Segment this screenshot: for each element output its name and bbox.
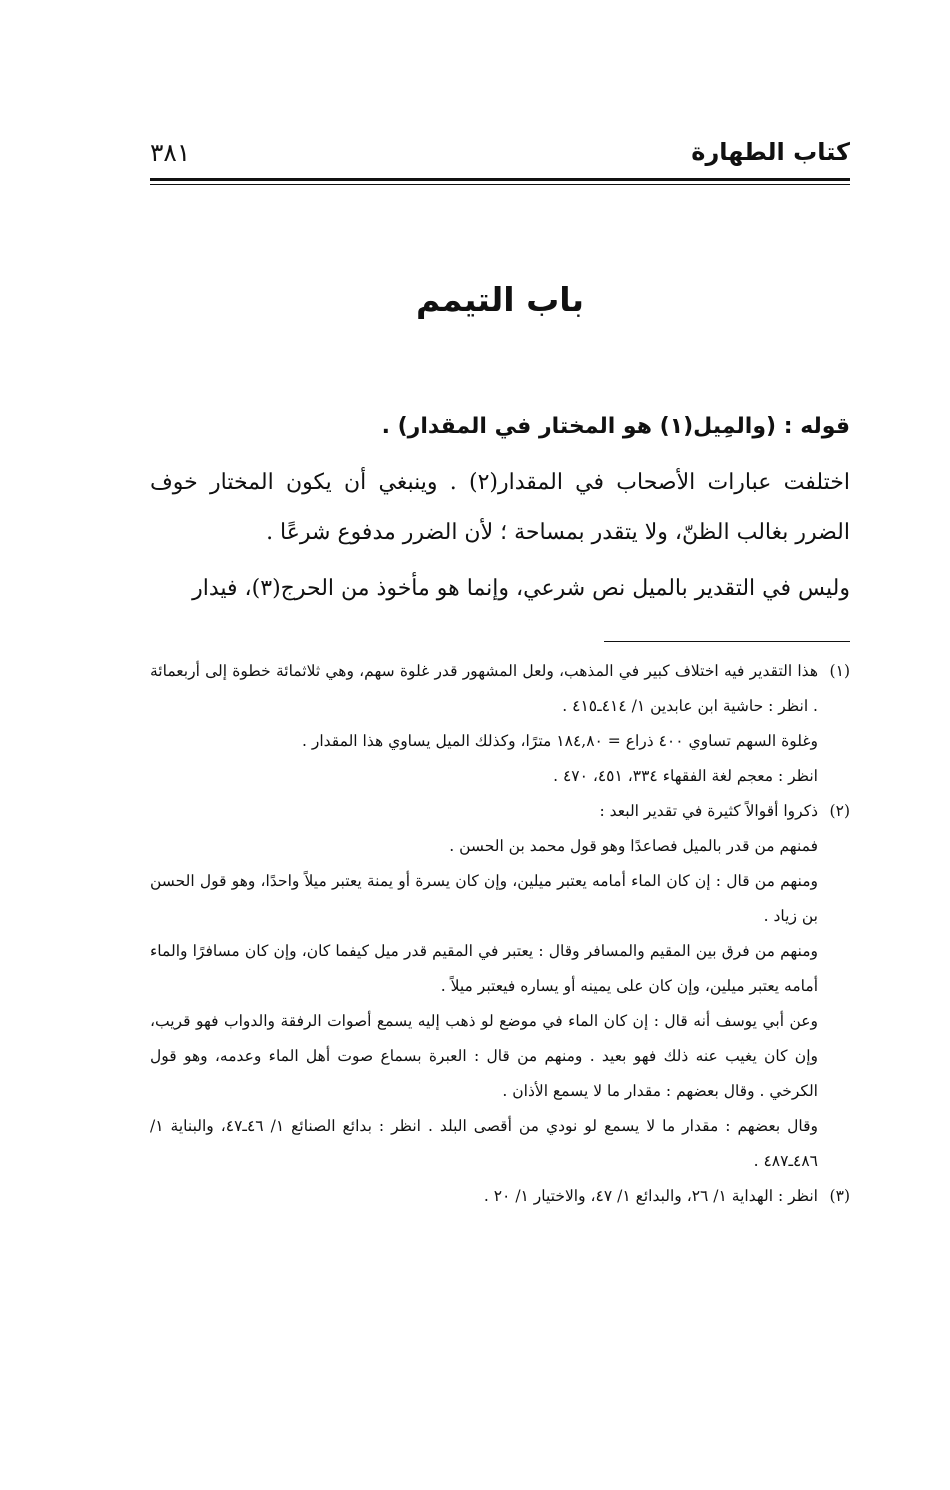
footnote-line: انظر : الهداية ١/ ٢٦، والبدائع ١/ ٤٧، والاختيار ١/ ٢٠ . — [483, 1187, 818, 1205]
footnote-line: ومنهم من فرق بين المقيم والمسافر وقال : يعتبر في المقيم قدر ميل كيفما كان، وإن كان مسافرًا والماء أمامه يعتبر ميلين، وإن كان على يمينه أو يساره فيعتبر ميلاً . — [150, 942, 818, 995]
header-rule-thick — [150, 178, 850, 181]
footnotes — [150, 654, 850, 1214]
footnote-line: ومنهم من قال : إن كان الماء أمامه يعتبر ميلين، وإن كان يسرة أو يمنة يعتبر ميلاً واحدًا، وهو قول الحسن بن زياد . — [150, 872, 818, 925]
footnote-2 — [150, 794, 850, 1179]
chapter-title: باب التيمم — [415, 280, 585, 319]
footnote-marker: (٣) — [829, 1187, 850, 1205]
header-rule-thin — [150, 184, 850, 185]
footnote-marker: (٢) — [829, 802, 850, 820]
footnote-line: ذكروا أقوالاً كثيرة في تقدير البعد : — [599, 802, 818, 820]
footnote-1 — [150, 654, 850, 794]
footnote-line: هذا التقدير فيه اختلاف كبير في المذهب، ولعل المشهور قدر غلوة سهم، وهي ثلاثمائة خطوة إلى أربعمائة . انظر : حاشية ابن عابدين ١/ ٤١٤ـ٤١٥ . — [150, 662, 818, 715]
page-header — [150, 138, 850, 180]
footnote-line: وعن أبي يوسف أنه قال : إن كان الماء في موضع لو ذهب إليه يسمع أصوات الرفقة والدواب فهو قريب، وإن كان يغيب عنه ذلك فهو بعيد . ومنهم من قال : العبرة بسماع صوت أهل الماء وعدمه، وهو قول الكرخي . وقال بعضهم : مقدار ما لا يسمع الأذان . — [150, 1012, 818, 1100]
footnote-3 — [150, 1179, 850, 1214]
main-text — [150, 402, 850, 620]
footnote-line: فمنهم من قدر بالميل فصاعدًا وهو قول محمد بن الحسن . — [449, 837, 818, 855]
body-paragraph-1: اختلفت عبارات الأصحاب في المقدار(٢) . وينبغي أن يكون المختار خوف الضرر بغالب الظنّ، ولا يتقدر بمساحة ؛ لأن الضرر مدفوع شرعًا . — [150, 470, 851, 545]
page-number: ٣٨١ — [150, 138, 191, 167]
footnote-line: وغلوة السهم تساوي ٤٠٠ ذراع = ١٨٤,٨٠ مترًا، وكذلك الميل يساوي هذا المقدار . — [301, 732, 818, 750]
body-paragraph-2: وليس في التقدير بالميل نص شرعي، وإنما هو مأخوذ من الحرج(٣)، فيدار — [192, 576, 850, 601]
footnote-marker: (١) — [829, 662, 850, 680]
lead-quote: قوله : (والمِيل(١) هو المختار في المقدار) . — [381, 414, 850, 439]
footnote-line: انظر : معجم لغة الفقهاء ٣٣٤، ٤٥١، ٤٧٠ . — [553, 767, 818, 785]
footnote-separator — [604, 641, 850, 642]
footnote-line: وقال بعضهم : مقدار ما لا يسمع لو نودي من أقصى البلد . انظر : بدائع الصنائع ١/ ٤٦ـ٤٧، والبناية ١/ ٤٨٦ـ٤٨٧ . — [150, 1117, 818, 1170]
running-title: كتاب الطهارة — [691, 138, 850, 166]
